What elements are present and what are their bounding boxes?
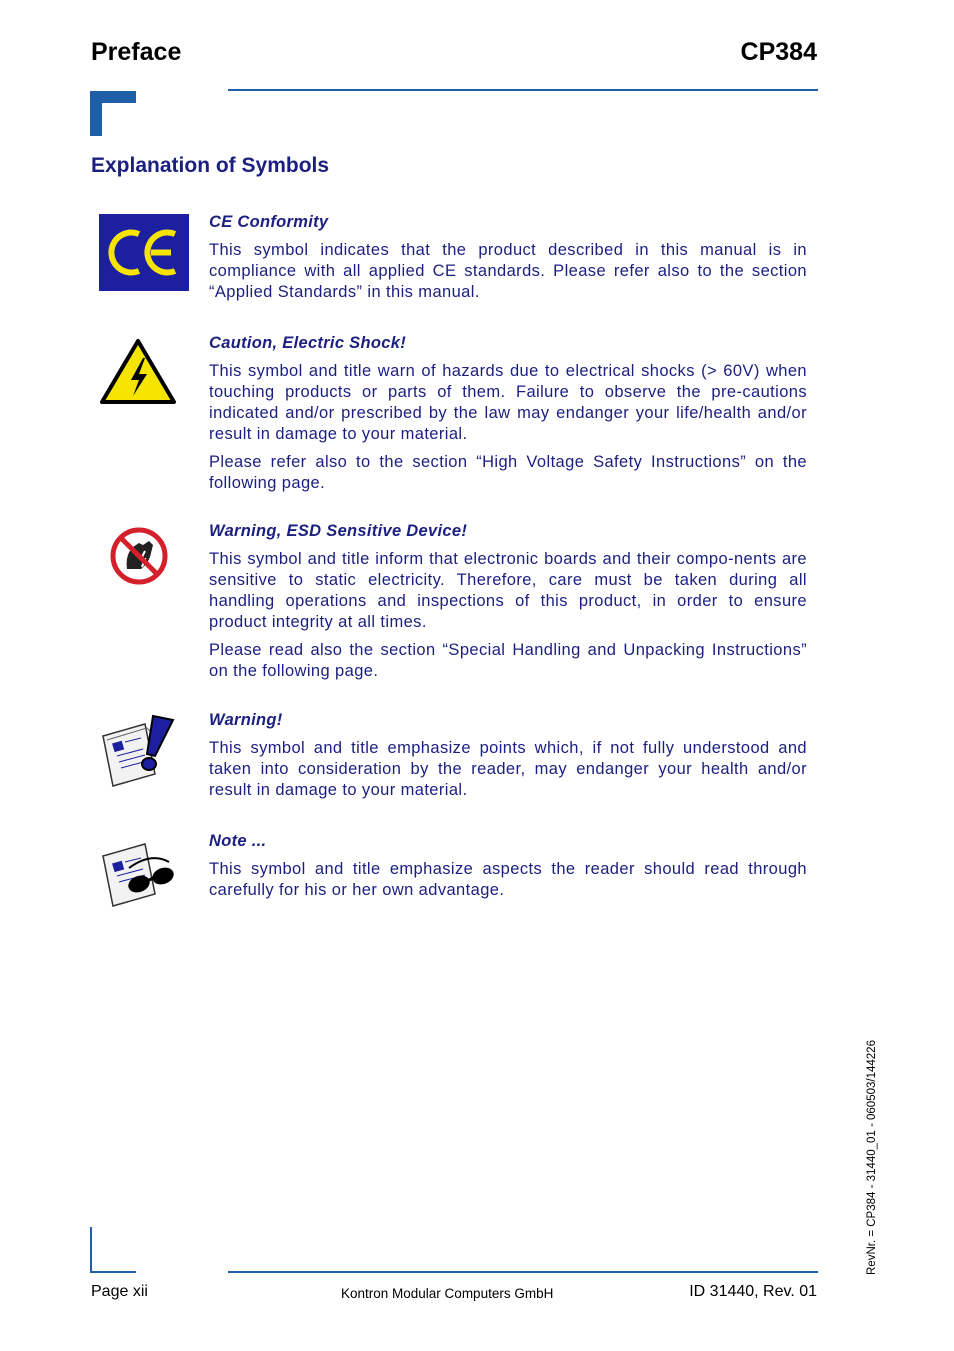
electric-shock-warning-icon bbox=[99, 338, 191, 411]
symbol-title: Caution, Electric Shock! bbox=[209, 334, 406, 352]
symbol-entry-ce bbox=[209, 213, 807, 310]
symbol-description: This symbol and title emphasize aspects the reader should read through carefully for his or her own advantage. bbox=[209, 860, 807, 899]
footer-doc-id: ID 31440, Rev. 01 bbox=[689, 1283, 817, 1300]
header-rule bbox=[228, 89, 818, 91]
symbol-description: This symbol and title inform that electronic boards and their compo-nents are sensitive to static electricity. Therefore, care must be taken during all handling operations and inspections of this product, in order to ensure product integrity at all times. bbox=[209, 550, 807, 631]
footer-company: Kontron Modular Computers GmbH bbox=[341, 1286, 554, 1301]
symbol-title: Warning, ESD Sensitive Device! bbox=[209, 522, 468, 540]
footer-rule bbox=[228, 1271, 818, 1273]
symbol-title: Warning! bbox=[209, 711, 283, 729]
symbol-description: This symbol indicates that the product described in this manual is in compliance with all applied CE standards. Please refer also to the section “Applied Standards” in this manual. bbox=[209, 241, 807, 301]
symbol-entry-electric-shock bbox=[209, 334, 807, 501]
corner-mark-bottom bbox=[90, 1227, 136, 1273]
corner-mark-top bbox=[90, 91, 136, 136]
esd-sensitive-icon bbox=[109, 525, 201, 592]
symbol-title: CE Conformity bbox=[209, 213, 329, 231]
note-glasses-icon bbox=[99, 832, 191, 915]
revision-note: RevNr. = CP384 - 31440_01 - 060503/144226 bbox=[866, 1040, 878, 1275]
symbol-entry-esd bbox=[209, 522, 807, 689]
symbol-reference: Please read also the section “Special Handling and Unpacking Instructions” on the following page. bbox=[209, 641, 807, 680]
header-section: Preface bbox=[91, 38, 182, 66]
ce-mark-icon bbox=[99, 214, 191, 296]
section-title: Explanation of Symbols bbox=[91, 154, 330, 177]
footer-page-number: Page xii bbox=[91, 1283, 148, 1300]
header-product: CP384 bbox=[740, 38, 817, 66]
symbol-entry-warning bbox=[209, 711, 807, 808]
symbol-reference: Please refer also to the section “High Voltage Safety Instructions” on the following page. bbox=[209, 453, 807, 492]
symbol-title: Note ... bbox=[209, 832, 267, 850]
symbol-description: This symbol and title warn of hazards due to electrical shocks (> 60V) when touching products or parts of them. Failure to observe the pre-cautions indicated and/or prescribed by the law may endanger your life/health and/or result in damage to your material. bbox=[209, 362, 807, 443]
symbol-description: This symbol and title emphasize points which, if not fully understood and taken into consideration by the reader, may endanger your health and/or result in damage to your material. bbox=[209, 739, 807, 799]
warning-document-icon bbox=[99, 712, 191, 795]
symbol-entry-note bbox=[209, 832, 807, 908]
